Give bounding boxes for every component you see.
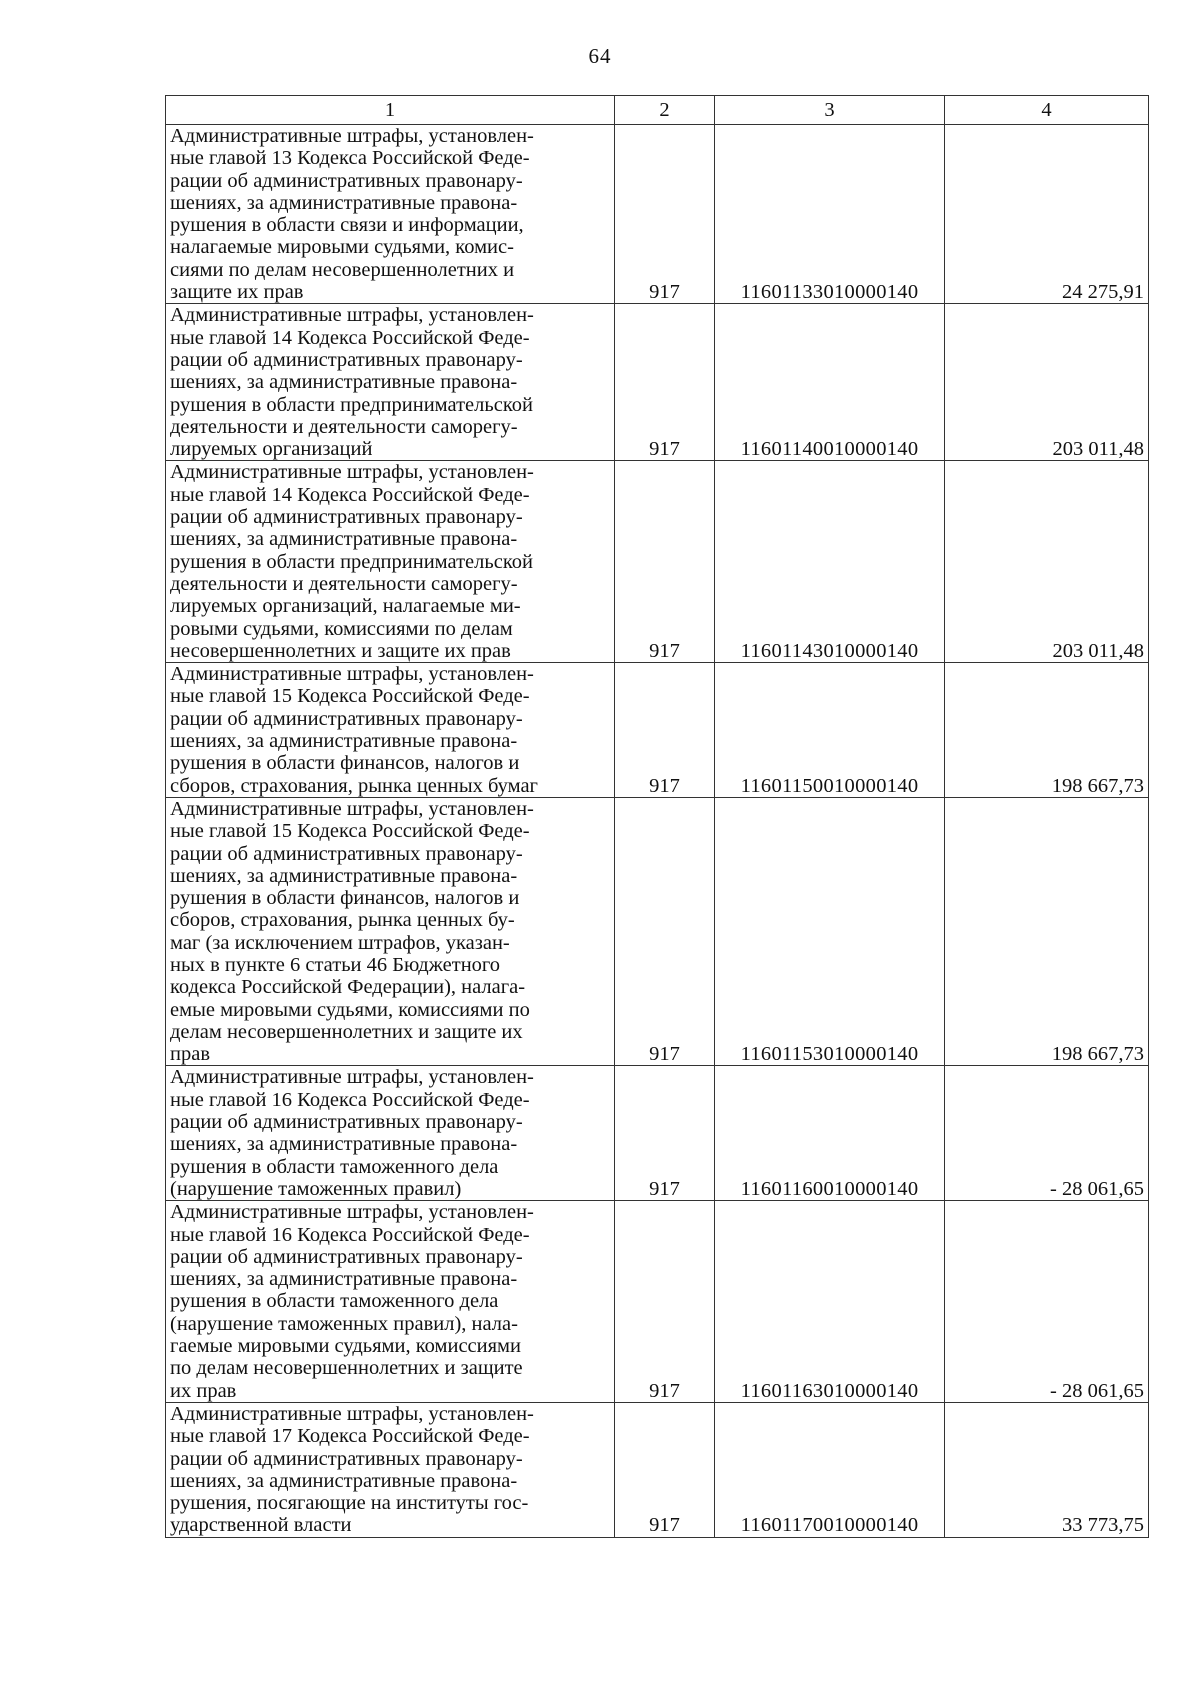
row-description: Административные штрафы, установлен- ные главой 14 Кодекса Российской Феде- рации об административных правонару- шениях, за административные правона- рушения в области предпринимательской деятельности и деятельности саморегу- лируемых организаций (166, 304, 615, 461)
row-budget-code: 11601163010000140 (715, 1201, 945, 1403)
page-number: 64 (588, 44, 612, 68)
row-description: Административные штрафы, установлен- ные главой 16 Кодекса Российской Феде- рации об административных правонару- шениях, за административные правона- рушения в области таможенного дела (нарушение таможенных правил), нала- гаемые мировыми судьями, комиссиями по делам несовершеннолетних и защите их прав (166, 1201, 615, 1403)
header-column-4: 4 (945, 96, 1149, 125)
row-description: Административные штрафы, установлен- ные главой 16 Кодекса Российской Феде- рации об административных правонару- шениях, за административные правона- рушения в области таможенного дела (нарушение таможенных правил) (166, 1066, 615, 1201)
table-row (166, 663, 1149, 798)
table-row (166, 125, 1149, 304)
row-admin-code: 917 (615, 797, 715, 1066)
table-row (166, 461, 1149, 663)
header-column-3: 3 (715, 96, 945, 125)
row-admin-code: 917 (615, 1402, 715, 1537)
table-header-row (166, 96, 1149, 125)
header-column-2: 2 (615, 96, 715, 125)
row-amount: - 28 061,65 (945, 1201, 1149, 1403)
row-description: Административные штрафы, установлен- ные главой 14 Кодекса Российской Феде- рации об административных правонару- шениях, за административные правона- рушения в области предпринимательской деятельности и деятельности саморегу- лируемых организаций, налагаемые ми- ровыми судьями, комиссиями по делам несовершеннолетних и защите их прав (166, 461, 615, 663)
row-admin-code: 917 (615, 304, 715, 461)
table-row (166, 797, 1149, 1066)
row-description: Административные штрафы, установлен- ные главой 13 Кодекса Российской Феде- рации об административных правонару- шениях, за административные правона- рушения в области связи и информации, налагаемые мировыми судьями, комис- сиями по делам несовершеннолетних и защите их прав (166, 125, 615, 304)
row-description: Административные штрафы, установлен- ные главой 17 Кодекса Российской Феде- рации об административных правонару- шениях, за административные правона- рушения, посягающие на институты гос- ударственной власти (166, 1402, 615, 1537)
row-amount: - 28 061,65 (945, 1066, 1149, 1201)
row-amount: 198 667,73 (945, 663, 1149, 798)
row-admin-code: 917 (615, 1201, 715, 1403)
row-amount: 24 275,91 (945, 125, 1149, 304)
table-row (166, 1066, 1149, 1201)
row-budget-code: 11601133010000140 (715, 125, 945, 304)
row-budget-code: 11601140010000140 (715, 304, 945, 461)
row-admin-code: 917 (615, 125, 715, 304)
row-budget-code: 11601150010000140 (715, 663, 945, 798)
row-description: Административные штрафы, установлен- ные главой 15 Кодекса Российской Феде- рации об административных правонару- шениях, за административные правона- рушения в области финансов, налогов и сборов, страхования, рынка ценных бу- маг (за исключением штрафов, указан- ных в пункте 6 статьи 46 Бюджетного кодекса Российской Федерации), налага- емые мировыми судьями, комиссиями по делам несовершеннолетних и защите их прав (166, 797, 615, 1066)
row-admin-code: 917 (615, 1066, 715, 1201)
budget-table (165, 95, 1149, 1538)
row-admin-code: 917 (615, 461, 715, 663)
row-amount: 33 773,75 (945, 1402, 1149, 1537)
header-column-1: 1 (166, 96, 615, 125)
table-row (166, 1402, 1149, 1537)
row-budget-code: 11601160010000140 (715, 1066, 945, 1201)
row-amount: 198 667,73 (945, 797, 1149, 1066)
row-budget-code: 11601153010000140 (715, 797, 945, 1066)
table-row (166, 304, 1149, 461)
budget-table-container (165, 95, 1148, 1538)
row-admin-code: 917 (615, 663, 715, 798)
row-amount: 203 011,48 (945, 304, 1149, 461)
row-budget-code: 11601143010000140 (715, 461, 945, 663)
table-row (166, 1201, 1149, 1403)
row-description: Административные штрафы, установлен- ные главой 15 Кодекса Российской Феде- рации об административных правонару- шениях, за административные правона- рушения в области финансов, налогов и сборов, страхования, рынка ценных бумаг (166, 663, 615, 798)
row-budget-code: 11601170010000140 (715, 1402, 945, 1537)
row-amount: 203 011,48 (945, 461, 1149, 663)
